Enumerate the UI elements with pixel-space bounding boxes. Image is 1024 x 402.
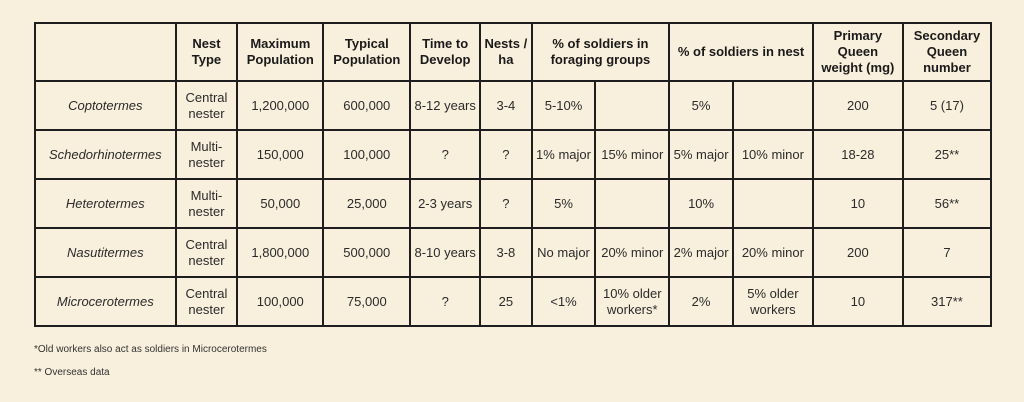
foraging-1-cell: 5% — [532, 179, 596, 228]
foraging-1-cell: 5-10% — [532, 81, 596, 130]
foraging-2-cell: 20% minor — [595, 228, 669, 277]
header-secondary-queen-number: Secondary Queen number — [903, 23, 991, 81]
typical-population-cell: 500,000 — [323, 228, 410, 277]
header-primary-queen-weight: Primary Queen weight (mg) — [813, 23, 903, 81]
header-max-population: Maximum Population — [237, 23, 323, 81]
table-row — [35, 277, 991, 326]
queen-weight-cell: 200 — [813, 81, 903, 130]
table-row — [35, 179, 991, 228]
typical-population-cell: 75,000 — [323, 277, 410, 326]
in-nest-2-cell: 10% minor — [733, 130, 813, 179]
foraging-2-cell: 10% older workers* — [595, 277, 669, 326]
in-nest-1-cell: 5% — [669, 81, 733, 130]
max-population-cell: 1,800,000 — [237, 228, 323, 277]
footnote-overseas-data: ** Overseas data — [34, 367, 110, 378]
table-row — [35, 130, 991, 179]
header-time-to-develop: Time to Develop — [410, 23, 480, 81]
queen-weight-cell: 10 — [813, 179, 903, 228]
foraging-2-cell — [595, 179, 669, 228]
foraging-2-cell — [595, 81, 669, 130]
table-row — [35, 228, 991, 277]
genus-cell: Microcerotermes — [35, 277, 176, 326]
header-nest-type: Nest Type — [176, 23, 238, 81]
nests-per-ha-cell: 3-4 — [480, 81, 532, 130]
nest-type-cell: Central nester — [176, 277, 238, 326]
header-row — [35, 23, 991, 81]
in-nest-1-cell: 2% major — [669, 228, 733, 277]
in-nest-2-cell: 20% minor — [733, 228, 813, 277]
in-nest-1-cell: 10% — [669, 179, 733, 228]
time-to-develop-cell: ? — [410, 277, 480, 326]
nest-type-cell: Multi-nester — [176, 130, 238, 179]
max-population-cell: 50,000 — [237, 179, 323, 228]
time-to-develop-cell: ? — [410, 130, 480, 179]
in-nest-2-cell — [733, 179, 813, 228]
in-nest-2-cell: 5% older workers — [733, 277, 813, 326]
queen-weight-cell: 10 — [813, 277, 903, 326]
max-population-cell: 1,200,000 — [237, 81, 323, 130]
secondary-queen-cell: 25** — [903, 130, 991, 179]
nests-per-ha-cell: ? — [480, 179, 532, 228]
foraging-1-cell: 1% major — [532, 130, 596, 179]
secondary-queen-cell: 317** — [903, 277, 991, 326]
genus-cell: Nasutitermes — [35, 228, 176, 277]
header-soldiers-in-nest: % of soldiers in nest — [669, 23, 813, 81]
header-soldiers-foraging: % of soldiers in foraging groups — [532, 23, 670, 81]
secondary-queen-cell: 56** — [903, 179, 991, 228]
nests-per-ha-cell: 25 — [480, 277, 532, 326]
nest-type-cell: Central nester — [176, 81, 238, 130]
foraging-1-cell: <1% — [532, 277, 596, 326]
secondary-queen-cell: 7 — [903, 228, 991, 277]
in-nest-1-cell: 5% major — [669, 130, 733, 179]
footnote-old-workers: *Old workers also act as soldiers in Microcerotermes — [34, 344, 267, 355]
max-population-cell: 100,000 — [237, 277, 323, 326]
nest-type-cell: Central nester — [176, 228, 238, 277]
table-row — [35, 81, 991, 130]
header-blank — [35, 23, 176, 81]
header-nests-per-ha: Nests / ha — [480, 23, 532, 81]
genus-cell: Coptotermes — [35, 81, 176, 130]
foraging-1-cell: No major — [532, 228, 596, 277]
typical-population-cell: 25,000 — [323, 179, 410, 228]
max-population-cell: 150,000 — [237, 130, 323, 179]
foraging-2-cell: 15% minor — [595, 130, 669, 179]
header-typical-population: Typical Population — [323, 23, 410, 81]
genus-cell: Heterotermes — [35, 179, 176, 228]
genus-cell: Schedorhinotermes — [35, 130, 176, 179]
termite-comparison-table — [34, 22, 992, 327]
typical-population-cell: 600,000 — [323, 81, 410, 130]
secondary-queen-cell: 5 (17) — [903, 81, 991, 130]
queen-weight-cell: 18-28 — [813, 130, 903, 179]
time-to-develop-cell: 8-12 years — [410, 81, 480, 130]
nest-type-cell: Multi-nester — [176, 179, 238, 228]
time-to-develop-cell: 2-3 years — [410, 179, 480, 228]
in-nest-1-cell: 2% — [669, 277, 733, 326]
time-to-develop-cell: 8-10 years — [410, 228, 480, 277]
nests-per-ha-cell: 3-8 — [480, 228, 532, 277]
in-nest-2-cell — [733, 81, 813, 130]
queen-weight-cell: 200 — [813, 228, 903, 277]
typical-population-cell: 100,000 — [323, 130, 410, 179]
nests-per-ha-cell: ? — [480, 130, 532, 179]
